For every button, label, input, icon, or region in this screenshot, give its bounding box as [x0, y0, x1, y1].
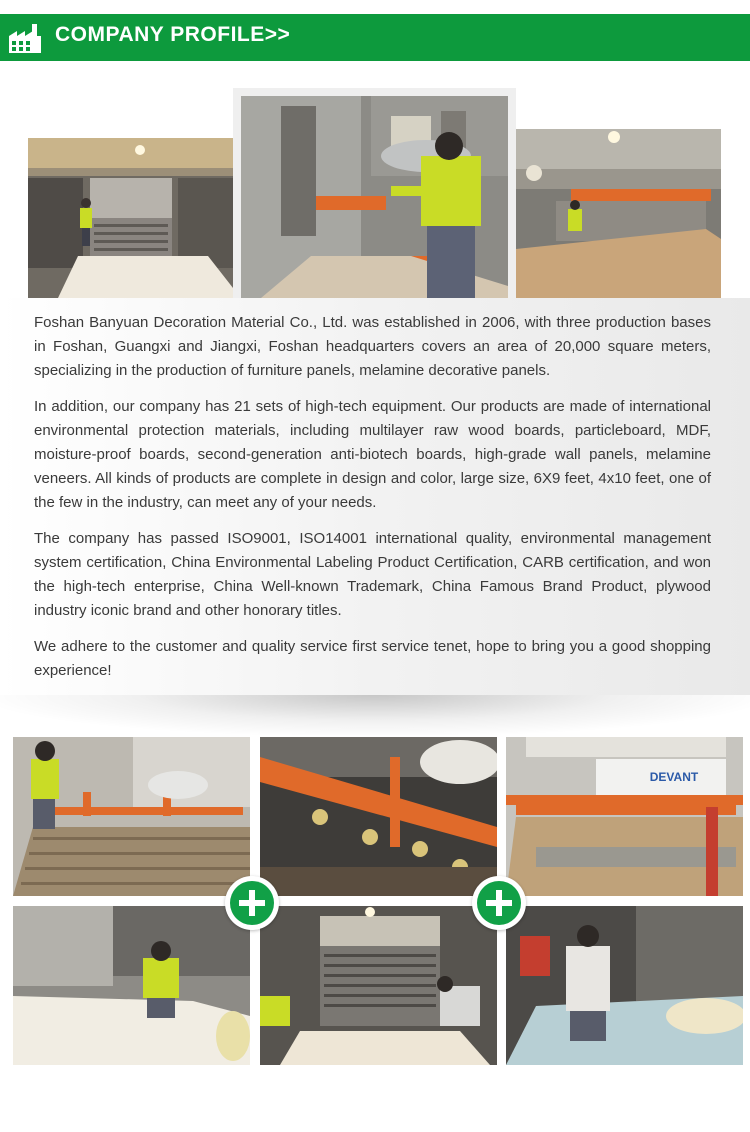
gallery-photo-inspection — [506, 906, 743, 1065]
gallery-photo-devant-machine — [506, 737, 743, 896]
plus-icon — [225, 876, 279, 930]
factory-photo-press — [28, 138, 233, 298]
gallery-photo-vacuum-lifter — [13, 737, 250, 896]
machine-brand-label: DEVANT — [649, 770, 699, 784]
intro-paragraph: Foshan Banyuan Decoration Material Co., Ltd. was established in 2006, with three production bases in Foshan, Guangxi and Jiangxi, Foshan headquarters covers an area of 20,000 square meters, specializing in the production of furniture panels, melamine decorative panels. — [34, 314, 711, 379]
equipment-paragraph: In addition, our company has 21 sets of high-tech equipment. Our products are made of international environmental protection materials, including multilayer raw wood boards, particleboard, MDF, moisture-proof boards, second-generation anti-biotech boards, high-grade wall panels, melamine veneers. All kinds of products are complete in design and color, large size, 6X9 feet, 4x10 feet, one of the few in the industry, can meet any of your needs. — [34, 398, 711, 511]
page-title: COMPANY PROFILE>> — [55, 23, 291, 46]
service-paragraph: We adhere to the customer and quality service first service tenet, hope to bring you a good shopping experience! — [34, 638, 711, 679]
certification-paragraph: The company has passed ISO9001, ISO14001 international quality, environmental management system certification, China Environmental Labeling Product Certification, CARB certification, and won the high-tech enterprise, China Well-known Trademark, China Famous Brand Product, plywood industry iconic brand and other honorary titles. — [34, 530, 711, 619]
factory-photo-line — [516, 129, 721, 298]
gallery-photo-suction-cups — [260, 737, 497, 896]
section-header — [0, 14, 750, 61]
gallery-photo-paper-roll — [13, 906, 250, 1065]
plus-icon — [472, 876, 526, 930]
factory-photo-worker-machine — [241, 96, 508, 298]
factory-icon — [8, 22, 42, 54]
gallery-photo-press-loading — [260, 906, 497, 1065]
panel-shadow — [0, 695, 750, 735]
